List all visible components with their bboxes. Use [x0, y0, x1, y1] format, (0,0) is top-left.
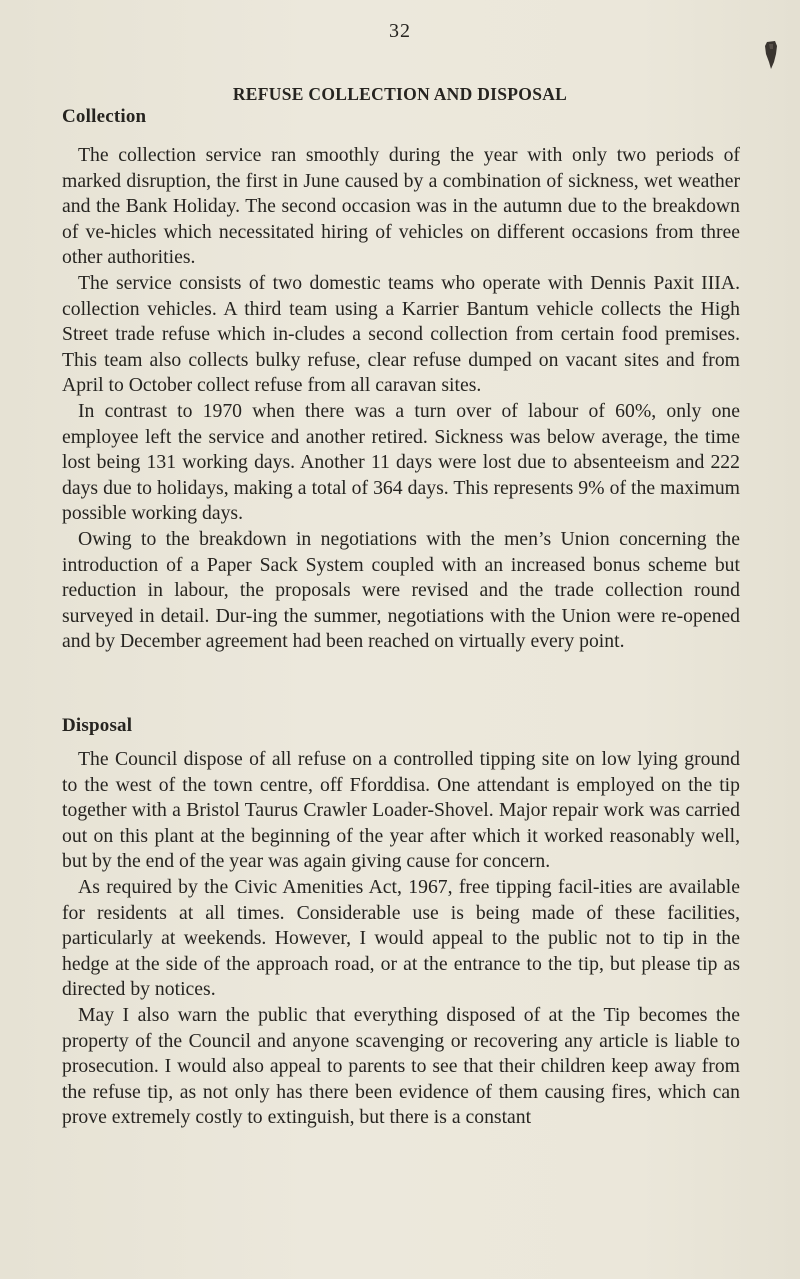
- disposal-paragraph-2: As required by the Civic Amenities Act, 1967, free tipping facil-ities are available for residents at all times. Considerable use is being made of these facilities, particularly at weekends. However, I would appeal to the public not to tip in the hedge at the side of the approach road, or at the entrance to the tip, but please tip as directed by notices.: [62, 875, 740, 1001]
- section-heading-disposal: Disposal: [62, 715, 133, 736]
- disposal-paragraph-1: The Council dispose of all refuse on a controlled tipping site on low lying ground to the west of the town centre, off Fforddisa. One attendant is employed on the tip together with a Bristol Taurus Crawler Loader-Shovel. Major repair work was carried out on this plant at the beginning of the year after which it worked reasonably well, but by the end of the year was again giving cause for concern.: [62, 748, 740, 873]
- disposal-section-body: [62, 747, 740, 1131]
- ink-blot-mark: [764, 40, 778, 70]
- disposal-paragraph-3: May I also warn the public that everything disposed of at the Tip becomes the property of the Council and anyone scavenging or recovering any article is liable to prosecution. I would also appeal to parents to see that their children keep away from the refuse tip, as not only has there been evidence of them causing fires, which can prove extremely costly to extinguish, but there is a constant: [62, 1003, 740, 1129]
- page-number: 32: [389, 20, 411, 42]
- collection-paragraph-1: The collection service ran smoothly during the year with only two periods of marked disruption, the first in June caused by a combination of sickness, wet weather and the Bank Holiday. The second occasion was in the autumn due to the breakdown of ve-hicles which necessitated hiring of vehicles on different occasions from three other authorities.: [62, 144, 740, 269]
- collection-section-body: [62, 143, 740, 655]
- section-heading-collection: Collection: [62, 106, 147, 127]
- collection-paragraph-2: The service consists of two domestic teams who operate with Dennis Paxit IIIA. collection vehicles. A third team using a Karrier Bantum vehicle collects the High Street trade refuse which in-cludes a second collection from certain food premises. This team also collects bulky refuse, clear refuse dumped on vacant sites and from April to October collect refuse from all caravan sites.: [62, 271, 740, 397]
- page-title: REFUSE COLLECTION AND DISPOSAL: [232, 84, 568, 104]
- collection-paragraph-4: Owing to the breakdown in negotiations with the men’s Union concerning the introduction of a Paper Sack System coupled with an increased bonus scheme but reduction in labour, the proposals were revised and the trade collection round surveyed in detail. Dur-ing the summer, negotiations with the Union were re-opened and by December agreement had been reached on virtually every point.: [62, 527, 740, 653]
- collection-paragraph-3: In contrast to 1970 when there was a turn over of labour of 60%, only one employee left the service and another retired. Sickness was below average, the time lost being 131 working days. Another 11 days were lost due to absenteeism and 222 days due to holidays, making a total of 364 days. This represents 9% of the maximum possible working days.: [62, 399, 740, 525]
